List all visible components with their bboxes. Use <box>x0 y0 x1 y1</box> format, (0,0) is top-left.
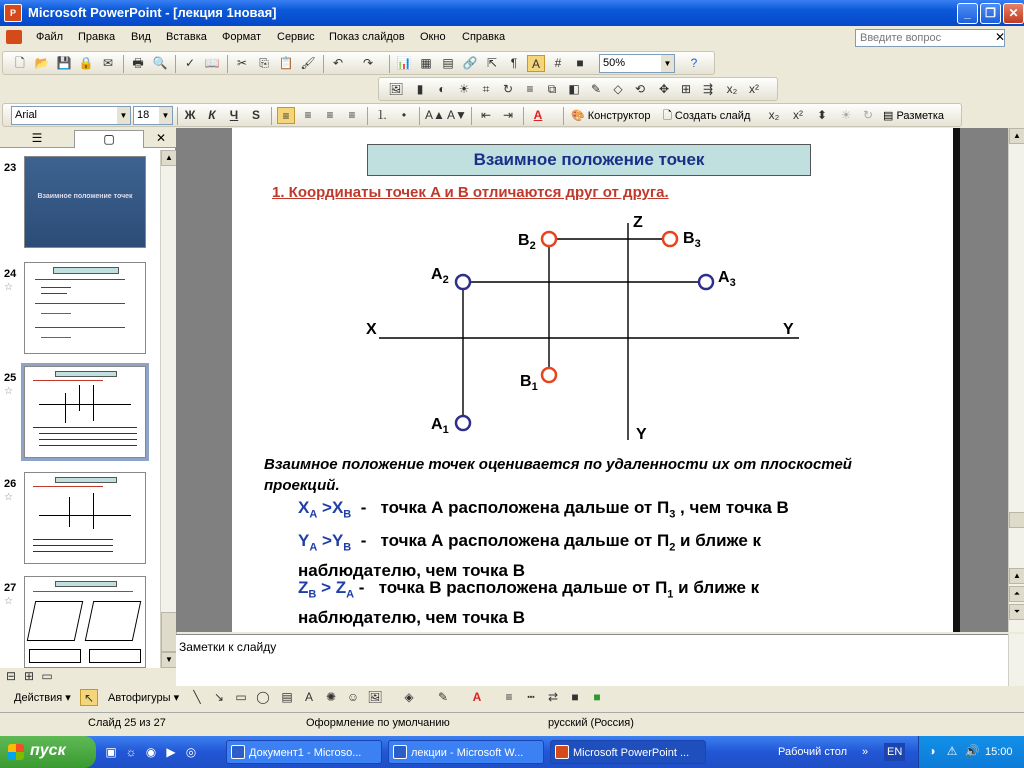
notes-scrollbar[interactable] <box>1008 634 1024 686</box>
point-b2 <box>542 232 556 246</box>
compress-icon[interactable]: ⧉ <box>547 82 557 96</box>
refresh-icon[interactable]: ↻ <box>862 108 874 122</box>
help-search-input[interactable]: Введите вопрос <box>855 29 1005 47</box>
menu-tools[interactable]: Сервис <box>277 31 315 43</box>
bar-icon[interactable]: ▮ <box>416 82 424 96</box>
contrast-icon[interactable]: ◐ <box>438 82 446 96</box>
comparison-line-3[interactable]: $Z_B > Z_A$ - точка В расположена дальше от $П_1$ и ближе к наблюдателю, чем точка В <box>298 578 760 628</box>
color-icon[interactable]: ■ <box>576 56 584 70</box>
select-objects-icon[interactable]: ↖ <box>80 689 98 706</box>
normal-view-icon[interactable]: ⊟ <box>5 669 17 683</box>
subscript-icon[interactable]: x₂ <box>768 108 780 122</box>
oval-icon[interactable]: ◯ <box>256 690 270 704</box>
font-color-icon[interactable]: A <box>533 108 543 122</box>
thumbnail-scrollbar[interactable] <box>160 150 176 668</box>
slide-number: 24 <box>4 268 17 280</box>
language-status: русский (Россия) <box>548 717 634 729</box>
label-a3: $A_3$ <box>718 269 736 290</box>
language-indicator[interactable]: EN <box>884 743 905 761</box>
slide-thumbnail-26[interactable] <box>24 472 146 564</box>
scroll-up-icon[interactable]: ▲ <box>1009 568 1024 584</box>
axis-label-y-right: Y <box>783 321 794 338</box>
slide-title[interactable]: Взаимное положение точек <box>367 144 811 176</box>
copy-icon[interactable]: ⎘ <box>259 56 269 70</box>
decrease-indent-icon[interactable]: ⇤ <box>480 108 492 122</box>
new-slide-button[interactable]: 🗋 Создать слайд <box>663 110 751 122</box>
design-template: Оформление по умолчанию <box>306 717 450 729</box>
hyperlink-icon[interactable]: 🔗 <box>462 56 478 70</box>
picture-icon[interactable]: 🖼 <box>367 690 383 704</box>
window-title: Microsoft PowerPoint - [лекция 1новая] <box>28 5 277 20</box>
grid-icon[interactable]: # <box>554 56 562 70</box>
point-a2 <box>456 275 470 289</box>
chart-icon[interactable]: 📊 <box>396 56 412 70</box>
rectangle-icon[interactable]: ▭ <box>235 690 247 704</box>
desktop-icon[interactable]: ▣ <box>105 745 117 759</box>
windows-taskbar <box>0 736 1024 768</box>
3d-style-icon[interactable]: ■ <box>593 690 601 704</box>
new-slide-label: Создать слайд <box>674 110 751 122</box>
task-powerpoint[interactable] <box>550 740 706 764</box>
bold-button[interactable]: Ж <box>184 108 196 122</box>
open-icon[interactable]: 📂 <box>34 56 50 70</box>
player-icon[interactable]: ▶ <box>166 745 176 759</box>
zoom-select[interactable] <box>599 54 675 73</box>
description-text[interactable]: Взаимное положение точек оценивается по удаленности их от плоскостей проекций. <box>264 456 852 494</box>
drawing-toolbar <box>0 686 1024 710</box>
pane-tabs <box>0 128 176 148</box>
zoom-value: 50% <box>603 57 626 69</box>
menu-file[interactable]: Файл <box>36 31 64 43</box>
powerpoint-icon: P <box>4 4 22 22</box>
grid-toggle-icon[interactable]: A <box>527 55 545 72</box>
task-word-doc1[interactable] <box>226 740 382 764</box>
slide-thumbnail-25-selected[interactable] <box>24 366 146 458</box>
slide-number: 23 <box>4 162 17 174</box>
comparison-line-2[interactable]: $Y_A >Y_B$ - точка А расположена дальше от $П_2$ и ближе к наблюдателю, чем точка В <box>298 531 762 581</box>
print-icon[interactable]: 🖶 <box>132 56 144 70</box>
notes-area[interactable]: Заметки к слайду <box>176 634 1008 686</box>
layout-label: Разметка <box>896 110 944 122</box>
label-a2: $A_2$ <box>431 266 449 287</box>
label-b2: $B_2$ <box>518 232 536 253</box>
menu-edit[interactable]: Правка <box>78 31 116 43</box>
spelling-icon[interactable]: ✓ <box>184 56 196 70</box>
font-color-icon[interactable]: A <box>472 690 482 704</box>
point-b1 <box>542 368 556 382</box>
line-style-icon[interactable]: ≡ <box>526 82 534 96</box>
actions-menu[interactable]: Действия ▾ <box>14 692 71 704</box>
slide-edge-shadow <box>953 128 960 632</box>
point-b3 <box>663 232 677 246</box>
font-size-select[interactable] <box>133 106 173 125</box>
status-bar <box>0 712 1024 734</box>
task-label: лекции - Microsoft W... <box>411 747 524 759</box>
slide-number: 25 <box>4 372 17 384</box>
numbering-icon[interactable]: ⒈ <box>375 108 388 122</box>
animation-star-icon: ☆ <box>4 492 13 503</box>
increase-indent-icon[interactable]: ⇥ <box>502 108 514 122</box>
volume-icon[interactable]: 🔊 <box>964 744 980 758</box>
slide-thumbnails <box>0 150 160 668</box>
chevron-down-icon: ▼ <box>117 107 130 124</box>
preview-icon[interactable]: 🔍 <box>152 56 168 70</box>
animation-icon[interactable]: ☀ <box>840 108 852 122</box>
shadow-button[interactable]: S <box>251 108 260 122</box>
show-formatting-icon[interactable]: ¶ <box>510 56 518 70</box>
arrow-icon[interactable]: ↘ <box>213 690 225 704</box>
font-select[interactable] <box>11 106 131 125</box>
arrange-icon[interactable]: ⊞ <box>680 82 692 96</box>
scroll-up-icon[interactable]: ▲ <box>161 150 177 166</box>
shadow-style-icon[interactable]: ■ <box>571 690 579 704</box>
previous-slide-icon[interactable]: ⏶ <box>1009 586 1024 602</box>
menu-help[interactable]: Справка <box>462 31 506 43</box>
format-painter-icon[interactable]: 🖌 <box>300 56 316 70</box>
comparison-line-1[interactable]: $X_A >X_B$ - точка А расположена дальше от $П_3$ , чем точка В <box>298 498 789 521</box>
word-icon <box>393 745 407 759</box>
format-picture-icon[interactable]: ✎ <box>590 82 602 96</box>
wordart-icon[interactable]: A <box>304 690 313 704</box>
diagram-icon[interactable]: ✺ <box>325 690 337 704</box>
bullets-icon[interactable]: • <box>401 108 407 122</box>
actions-label: Действия <box>14 692 63 704</box>
restore-button[interactable]: ❐ <box>980 3 1001 24</box>
task-label: Microsoft PowerPoint ... <box>573 747 690 759</box>
formatting-toolbar <box>2 103 962 127</box>
powerpoint-icon <box>555 745 569 759</box>
insert-picture-icon[interactable]: 🖼 <box>388 82 404 96</box>
task-word-lectures[interactable] <box>388 740 544 764</box>
paste-icon[interactable]: 📋 <box>278 56 294 70</box>
word-icon <box>231 745 245 759</box>
table-icon[interactable]: ▦ <box>420 56 432 70</box>
slide-canvas[interactable] <box>232 128 953 632</box>
move-up-down-icon[interactable]: ⬍ <box>816 108 828 122</box>
slide-thumbnail-24[interactable] <box>24 262 146 354</box>
chevron-down-icon: ▼ <box>661 55 674 72</box>
media-icon[interactable]: ◉ <box>145 745 157 759</box>
slide-number: 27 <box>4 582 17 594</box>
close-pane-icon[interactable]: ✕ <box>155 131 167 145</box>
menu-insert[interactable]: Вставка <box>166 31 207 43</box>
transparent-icon[interactable]: ◇ <box>613 82 623 96</box>
next-slide-icon[interactable]: ⏷ <box>1009 604 1024 620</box>
chevron-down-icon: ▼ <box>159 107 172 124</box>
point-a3 <box>699 275 713 289</box>
crop-icon[interactable]: ⌗ <box>482 82 490 96</box>
security-icon[interactable]: ⚠ <box>946 744 958 758</box>
desktop-toolbar[interactable]: Рабочий стол <box>778 746 848 758</box>
slide-number: 26 <box>4 478 17 490</box>
cut-icon[interactable]: ✂ <box>236 56 248 70</box>
line-style-icon[interactable]: ≡ <box>505 690 513 704</box>
slide-counter: Слайд 25 из 27 <box>88 717 166 729</box>
close-document-icon[interactable]: ✕ <box>995 30 1006 44</box>
align-left-icon[interactable]: ≡ <box>277 107 295 124</box>
menu-format[interactable]: Формат <box>222 31 262 43</box>
slides-pane <box>0 128 176 668</box>
slideshow-view-icon[interactable]: ▭ <box>41 669 53 683</box>
justify-icon[interactable]: ≡ <box>348 108 356 122</box>
animation-star-icon: ☆ <box>4 386 13 397</box>
email-icon[interactable]: ✉ <box>102 56 114 70</box>
align-center-icon[interactable]: ≡ <box>304 108 312 122</box>
task-label: Документ1 - Microso... <box>249 747 362 759</box>
system-tray <box>918 736 1024 768</box>
tab-slides[interactable]: ▢ <box>74 130 144 148</box>
animation-star-icon: ☆ <box>4 282 13 293</box>
scroll-thumb[interactable] <box>161 612 177 652</box>
axis-label-y-bottom: Y <box>636 426 647 443</box>
axis-label-x: X <box>366 321 377 338</box>
redo-icon[interactable]: ↷ <box>362 56 374 70</box>
menu-view[interactable]: Вид <box>131 31 151 43</box>
picture-toolbar <box>378 77 778 101</box>
save-icon[interactable]: 💾 <box>56 56 72 70</box>
brightness-icon[interactable]: ☀ <box>458 82 470 96</box>
autoshapes-menu[interactable]: Автофигуры ▾ <box>108 692 180 704</box>
permission-icon[interactable]: 🔒 <box>78 56 94 70</box>
close-button[interactable]: ✕ <box>1003 3 1024 24</box>
start-label: пуск <box>30 742 66 759</box>
editor-scrollbar[interactable] <box>1008 128 1024 632</box>
desktop-chevron-icon[interactable]: » <box>862 746 869 758</box>
tables-borders-icon[interactable]: ▤ <box>442 56 454 70</box>
dash-style-icon[interactable]: ┅ <box>527 690 535 704</box>
animation-star-icon: ☆ <box>4 596 13 607</box>
font-value: Arial <box>15 109 38 121</box>
scroll-up-icon[interactable]: ▲ <box>1009 128 1024 144</box>
reset-picture-icon[interactable]: ⟲ <box>634 82 646 96</box>
explorer-icon[interactable]: ☼ <box>125 745 137 759</box>
point-a1 <box>456 416 470 430</box>
decrease-font-icon[interactable]: A▼ <box>447 108 467 122</box>
align-icon[interactable]: ⇶ <box>702 82 714 96</box>
axis-label-z: Z <box>633 214 643 231</box>
align-right-icon[interactable]: ≡ <box>326 108 334 122</box>
superscript-icon[interactable]: x² <box>749 82 759 96</box>
thumb-title: Взаимное положение точек <box>37 193 133 200</box>
menu-slideshow[interactable]: Показ слайдов <box>329 31 405 43</box>
start-button[interactable] <box>0 736 96 768</box>
fill-color-icon[interactable]: ◈ <box>404 690 414 704</box>
slide-subtitle[interactable]: 1. Координаты точек A и B отличаются друг от друга. <box>272 184 669 201</box>
scroll-down-icon[interactable]: ▼ <box>161 652 177 668</box>
standard-toolbar <box>2 51 715 75</box>
move-icon[interactable]: ✥ <box>658 82 670 96</box>
slide-thumbnail-23[interactable] <box>24 156 146 248</box>
label-a1: $A_1$ <box>431 416 449 437</box>
increase-font-icon[interactable]: A▲ <box>425 108 445 122</box>
superscript-icon[interactable]: x² <box>793 108 803 122</box>
help-icon[interactable]: ? <box>690 56 698 70</box>
title-bar <box>0 0 1024 26</box>
textbox-icon[interactable]: ▤ <box>281 690 293 704</box>
view-buttons <box>0 668 176 686</box>
research-icon[interactable]: 📖 <box>204 56 220 70</box>
menu-window[interactable]: Окно <box>420 31 446 43</box>
menu-bar <box>0 26 1024 50</box>
clock: 15:00 <box>985 746 1013 758</box>
underline-button[interactable]: Ч <box>229 108 239 122</box>
recolor-icon[interactable]: ◧ <box>568 82 580 96</box>
designer-label: Конструктор <box>587 110 651 122</box>
expand-icon[interactable]: ⇱ <box>486 56 498 70</box>
arrow-style-icon[interactable]: ⇄ <box>547 690 559 704</box>
new-icon[interactable]: 🗋 <box>15 56 25 70</box>
clipart-icon[interactable]: ☺ <box>346 690 360 704</box>
designer-button[interactable]: 🎨 Конструктор <box>571 110 651 122</box>
windows-logo-icon <box>8 744 24 760</box>
font-size-value: 18 <box>137 109 150 121</box>
network-icon[interactable]: ◑ <box>928 744 936 758</box>
rotate-icon[interactable]: ↻ <box>502 82 514 96</box>
line-icon[interactable]: ╲ <box>193 690 201 704</box>
document-icon[interactable] <box>6 30 22 44</box>
scroll-thumb[interactable] <box>1009 512 1024 528</box>
sorter-view-icon[interactable]: ⊞ <box>23 669 35 683</box>
tab-outline[interactable]: ☰ <box>31 131 43 145</box>
minimize-button[interactable]: _ <box>957 3 978 24</box>
label-b1: $B_1$ <box>520 373 538 394</box>
layout-button[interactable]: ▤ Разметка <box>883 110 944 122</box>
browser-icon[interactable]: ◎ <box>185 745 197 759</box>
autoshapes-label: Автофигуры <box>108 692 171 704</box>
line-color-icon[interactable]: ✎ <box>437 690 449 704</box>
subscript-icon[interactable]: x₂ <box>726 82 738 96</box>
slide-thumbnail-27[interactable] <box>24 576 146 668</box>
label-b3: $B_3$ <box>683 230 701 251</box>
undo-icon[interactable]: ↶ <box>332 56 344 70</box>
italic-button[interactable]: К <box>208 108 216 122</box>
